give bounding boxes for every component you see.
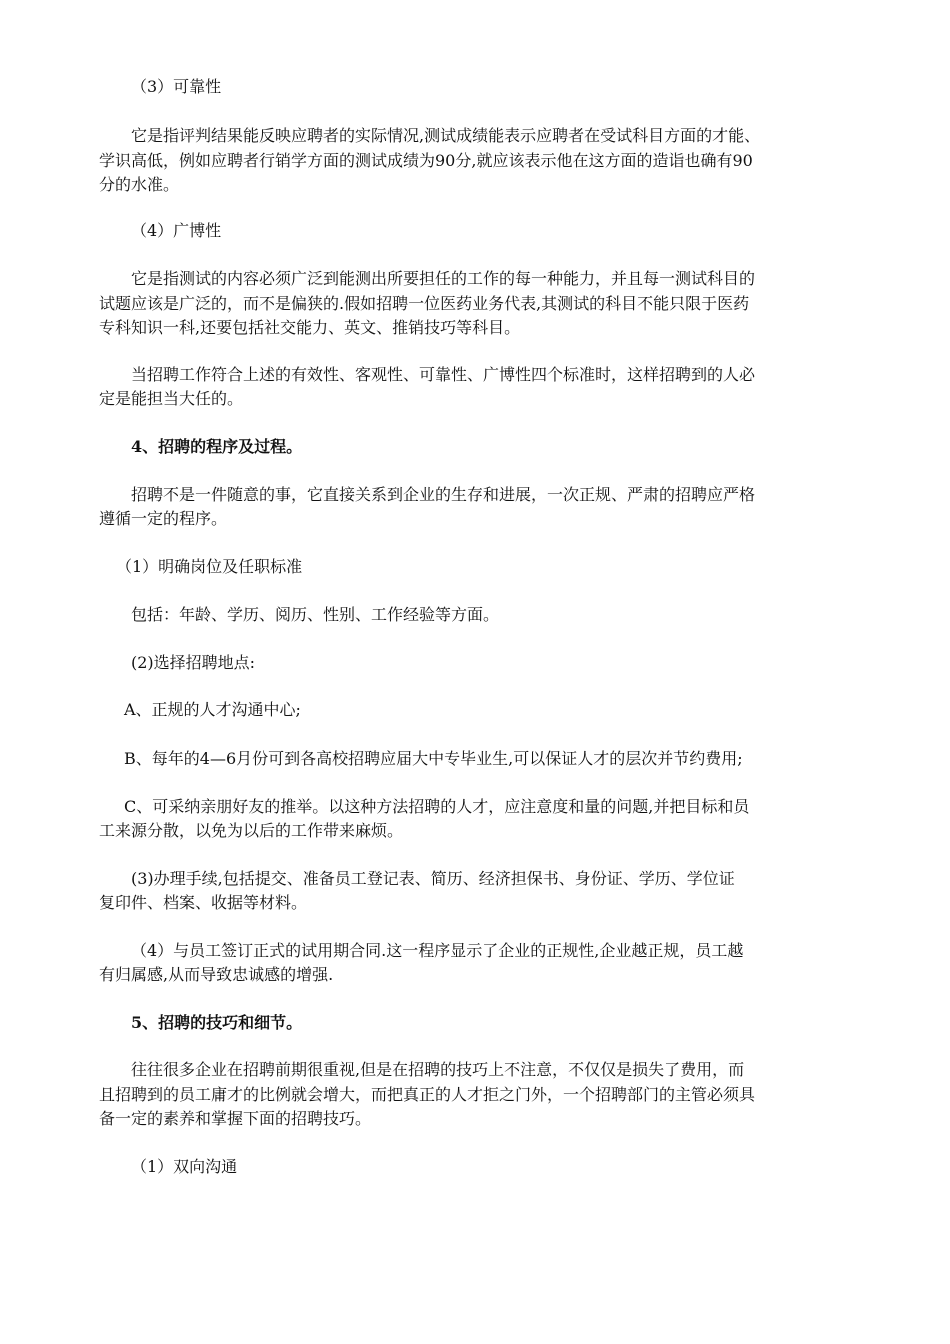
paragraph-line: 定是能担当大任的。 (99, 389, 244, 408)
paragraph-line: (3)办理手续,包括提交、准备员工登记表、简历、经济担保书、身份证、学历、学位证 (131, 869, 735, 888)
subheading: (2)选择招聘地点: (131, 653, 256, 672)
paragraph-line: 它是指测试的内容必须广泛到能测出所要担任的工作的每一种能力，并且每一测试科目的 (131, 269, 756, 288)
paragraph-line: 当招聘工作符合上述的有效性、客观性、可靠性、广博性四个标准时，这样招聘到的人必 (131, 365, 756, 384)
subheading: （1）明确岗位及任职标准 (116, 557, 303, 576)
heading-reliability: （3）可靠性 (131, 77, 222, 96)
paragraph-line: 备一定的素养和掌握下面的招聘技巧。 (99, 1109, 372, 1128)
paragraph-line: 专科知识一科,还要包括社交能力、英文、推销技巧等科目。 (99, 318, 521, 337)
paragraph-line: 包括：年龄、学历、阅历、性别、工作经验等方面。 (131, 605, 500, 624)
section-heading-4: 4、招聘的程序及过程。 (131, 437, 303, 456)
list-item: A、正规的人才沟通中心; (124, 700, 301, 719)
paragraph-line: 往往很多企业在招聘前期很重视,但是在招聘的技巧上不注意，不仅仅是损失了费用，而 (131, 1060, 745, 1079)
paragraph-line: 遵循一定的程序。 (99, 509, 228, 528)
heading-breadth: （4）广博性 (131, 221, 222, 240)
paragraph-line: 学识高低，例如应聘者行销学方面的测试成绩为90分,就应该表示他在这方面的造诣也确有90 (99, 151, 753, 170)
paragraph-line: （4）与员工签订正式的试用期合同.这一程序显示了企业的正规性,企业越正规，员工越 (131, 941, 744, 960)
list-item-continued: 工来源分散，以免为以后的工作带来麻烦。 (99, 821, 404, 840)
list-item: B、每年的4—6月份可到各高校招聘应届大中专毕业生,可以保证人才的层次并节约费用; (124, 749, 743, 768)
list-item: C、可采纳亲朋好友的推举。以这种方法招聘的人才，应注意度和量的问题,并把目标和员 (124, 797, 750, 816)
paragraph-line: 分的水准。 (99, 175, 180, 194)
paragraph-line: 有归属感,从而导致忠诚感的增强. (99, 965, 334, 984)
paragraph-line: 招聘不是一件随意的事，它直接关系到企业的生存和进展，一次正规、严肃的招聘应严格 (131, 485, 756, 504)
paragraph-line: 它是指评判结果能反映应聘者的实际情况,测试成绩能表示应聘者在受试科目方面的才能、 (131, 126, 761, 145)
subheading: （1）双向沟通 (131, 1157, 238, 1176)
paragraph-line: 复印件、档案、收据等材料。 (99, 893, 308, 912)
paragraph-line: 试题应该是广泛的，而不是偏狭的.假如招聘一位医药业务代表,其测试的科目不能只限于医药 (99, 294, 750, 313)
section-heading-5: 5、招聘的技巧和细节。 (131, 1013, 303, 1032)
paragraph-line: 且招聘到的员工庸才的比例就会增大，而把真正的人才拒之门外，一个招聘部门的主管必须具 (99, 1085, 756, 1104)
